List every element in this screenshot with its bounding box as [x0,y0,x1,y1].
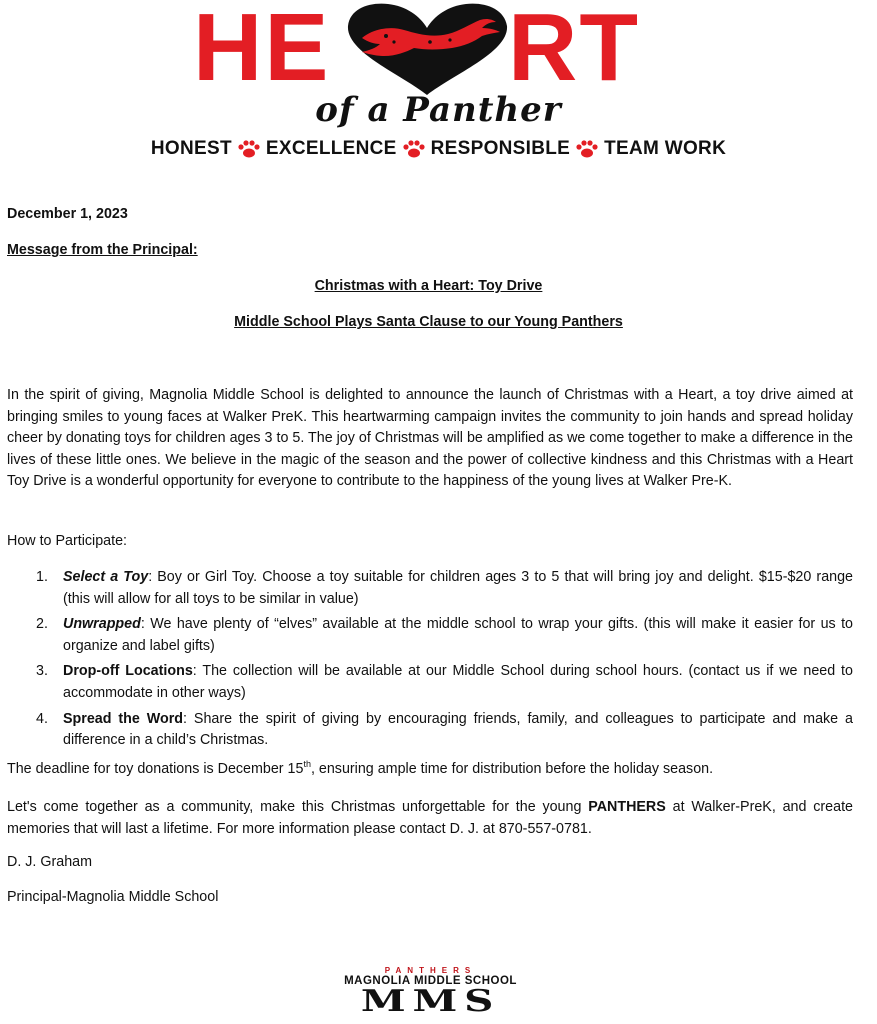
step-text: : Boy or Girl Toy. Choose a toy suitable for children ages 3 to 5 that will bring joy and delight. $15-$20 range (this will allow for all toys to be similar in value) [63,569,853,607]
list-item [0,614,853,657]
message-heading: Message from the Principal: [7,242,198,258]
list-item [0,709,853,752]
footer-panthers-text: PANTHERS [384,966,477,975]
how-to-participate-heading: How to Participate: [7,533,127,549]
signature-name: D. J. Graham [7,854,93,870]
step-label: Spread the Word [63,710,184,727]
logo-tagline: of a Panther [315,90,562,130]
school-logo [333,966,528,1018]
logo-heart-left: HE [193,0,331,101]
letter-title: Christmas with a Heart: Toy Drive [314,278,543,294]
core-values [0,136,877,162]
list-item [0,661,853,704]
footer-mms-logo: MMS [360,984,501,1019]
heart-icon [340,2,515,97]
step-text: : The collection will be available at our Middle School during school hours. (contact us if we need to accommodate in other ways) [63,663,853,701]
step-label: Select a Toy [63,569,149,585]
step-text: : We have plenty of “elves” available at the middle school to wrap your gifts. (this will make it easier for us to organize and label gifts) [63,616,853,654]
paw-print-icon [574,139,600,159]
step-number: 2. [36,616,48,633]
logo-heart-right: RT [508,0,640,101]
value-responsible: RESPONSIBLE [430,138,571,159]
step-label: Unwrapped [63,616,141,633]
closing-paragraph [7,797,853,840]
value-excellence: EXCELLENCE [265,138,397,159]
closing-text: Let's come together as a community, make this Christmas unforgettable for the young [7,799,589,815]
closing-text-end: at Walker-PreK, and create memories that will last a lifetime. For more information please contact D. J. at 870-557-0781. [7,799,854,837]
participation-steps [0,567,860,756]
paw-print-icon [236,139,262,159]
value-honest: HONEST [150,138,232,159]
step-number: 4. [36,710,48,727]
letter-date: December 1, 2023 [7,206,128,222]
deadline-paragraph [7,761,713,777]
letter-subtitle: Middle School Plays Santa Clause to our Young Panthers [234,314,623,330]
list-item [0,567,853,610]
step-number: 1. [36,569,48,585]
value-team-work: TEAM WORK [604,138,727,159]
footer-school-name: MAGNOLIA MIDDLE SCHOOL [344,975,517,987]
paw-print-icon [401,139,427,159]
letterhead [0,0,877,170]
deadline-text: The deadline for toy donations is December 15 [7,761,304,777]
deadline-text-end: , ensuring ample time for distribution before the holiday season. [310,761,714,777]
step-label: Drop-off Locations [63,663,193,680]
step-number: 3. [36,663,48,680]
intro-paragraph: In the spirit of giving, Magnolia Middle School is delighted to announce the launch of Christmas with a Heart, a toy drive aimed at bringing smiles to young faces at Walker PreK. This heartwarming campaign invites the community to join hands and spread holiday cheer by donating toys for children ages 3 to 5. The joy of Christmas will be amplified as we come together to make a difference in the lives of these little ones. We believe in the magic of the season and the power of collective kindness and this Christmas with a Heart Toy Drive is a wonderful opportunity for everyone to contribute to the happiness of the young lives at Walker Pre-K. [7,387,853,490]
deadline-superscript: th [303,759,311,770]
signature-title: Principal-Magnolia Middle School [7,889,219,905]
step-text: : Share the spirit of giving by encouraging friends, family, and colleagues to participate and make a difference in a child’s Christmas. [63,710,853,749]
closing-bold-text: PANTHERS [588,799,666,815]
